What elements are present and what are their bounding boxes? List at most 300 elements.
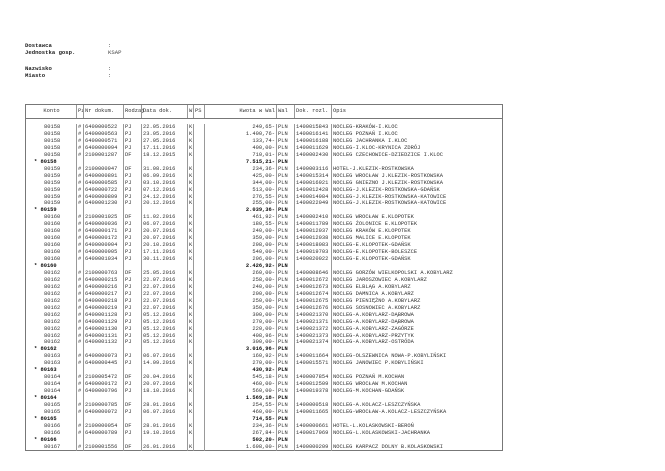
- cell-kwota: 1.569,18-: [204, 395, 276, 402]
- table-row: [26, 277, 504, 284]
- cell-kwota: 344,00-: [204, 180, 276, 187]
- cell-rozl: 1400016141: [294, 131, 331, 138]
- cell-nr: [83, 159, 123, 166]
- cell-data: 19.10.2016: [141, 430, 187, 437]
- cell-rozl: 1400011789: [294, 221, 331, 228]
- cell-wal: PLN: [276, 437, 294, 444]
- column-header-ps: PS: [193, 105, 204, 118]
- cell-pz: #: [78, 283, 82, 290]
- cell-rozl: 1400008646: [294, 270, 331, 277]
- cell-wal: PLN: [276, 207, 294, 214]
- cell-konto: 80160: [44, 228, 61, 235]
- cell-w: K: [189, 311, 193, 318]
- cell-opis: HOTEL-J.KLEZIK-ROSTKOWSKA: [331, 166, 502, 173]
- cell-konto: 80160: [44, 235, 61, 242]
- cell-ps: [193, 367, 204, 374]
- cell-konto: 80162: [44, 276, 61, 283]
- cell-rodzaj: PJ: [123, 235, 141, 242]
- cell-kwota: 460,00-: [204, 381, 276, 388]
- cell-w: K: [189, 408, 193, 415]
- cell-data: 24.12.2016: [141, 194, 187, 201]
- cell-konto: 80158: [44, 137, 61, 144]
- cell-rozl: 1400012673: [294, 284, 331, 291]
- cell-w: K: [189, 402, 193, 408]
- column-header-wal: Wal: [276, 105, 294, 118]
- cell-rodzaj: PJ: [123, 388, 141, 395]
- cell-rozl: 1400012509: [294, 381, 331, 388]
- cell-konto: 80158: [44, 151, 61, 158]
- cell-rodzaj: PJ: [123, 256, 141, 263]
- cell-pz: #: [78, 242, 82, 249]
- cell-kwota: 7.515,21-: [204, 159, 276, 166]
- cell-w: K: [189, 276, 193, 283]
- cell-kwota: 270,00-: [204, 319, 276, 326]
- cell-rozl: 1400002430: [294, 152, 331, 159]
- cell-opis: [331, 416, 502, 423]
- cell-ps: [193, 228, 204, 235]
- subtotal-row: [26, 367, 504, 374]
- cell-nr: 2100001025: [83, 214, 123, 221]
- cell-pz: #: [78, 214, 82, 221]
- cell-wal: PLN: [276, 221, 294, 228]
- cell-w: K: [189, 137, 193, 144]
- table-row: [26, 312, 504, 319]
- cell-w: K: [189, 443, 193, 450]
- cell-rozl: [294, 159, 331, 166]
- table-row: [26, 200, 504, 207]
- cell-wal: PLN: [276, 409, 294, 416]
- table-row: [26, 305, 504, 312]
- cell-ps: [193, 145, 204, 152]
- cell-rodzaj: PJ: [123, 173, 141, 180]
- cell-nr: 6400001131: [83, 333, 123, 340]
- column-header-data: Data dok.: [141, 105, 187, 118]
- table-row: [26, 145, 504, 152]
- cell-opis: NOCLEG JANOWIEC P.KOBYLIŃSKI: [331, 360, 502, 367]
- table-row: [26, 180, 504, 187]
- cell-ps: [193, 333, 204, 340]
- cell-wal: PLN: [276, 360, 294, 367]
- cell-nr: 6400000994: [83, 145, 123, 152]
- cell-rozl: [294, 395, 331, 402]
- cell-nr: 6400000219: [83, 305, 123, 312]
- cell-kwota: 206,00-: [204, 256, 276, 263]
- cell-pz: #: [78, 311, 82, 318]
- cell-pz: [76, 346, 83, 353]
- cell-rozl: 1400016921: [294, 180, 331, 187]
- cell-rodzaj: PJ: [123, 200, 141, 207]
- subtotal-row: [26, 263, 504, 270]
- cell-rodzaj: PJ: [123, 291, 141, 298]
- cell-kwota: 270,00-: [204, 360, 276, 367]
- cell-ps: [193, 346, 204, 353]
- cell-ps: [193, 305, 204, 312]
- column-header-rodzaj: Rodzaj: [123, 105, 141, 118]
- cell-kwota: 408,96-: [204, 333, 276, 340]
- cell-rozl: 1400015843: [294, 124, 331, 131]
- cell-rozl: 1400018083: [294, 242, 331, 249]
- cell-nr: 6400001230: [83, 200, 123, 207]
- cell-wal: PLN: [276, 214, 294, 221]
- cell-data: 20.07.2016: [141, 228, 187, 235]
- cell-nr: 6400001034: [83, 256, 123, 263]
- header-field-label: Nazwisko: [25, 65, 52, 72]
- cell-data: 06.07.2016: [141, 221, 187, 228]
- cell-rozl: 1400002410: [294, 214, 331, 221]
- cell-data: 20.04.2016: [141, 374, 187, 381]
- cell-rodzaj: DF: [123, 166, 141, 173]
- cell-opis: NOCLEG SOSNOWIEC A.KOBYLARZ: [331, 305, 502, 312]
- cell-opis: NOCLEG-E.KLOPOTEK-BOLESZCE: [331, 249, 502, 256]
- cell-konto: 80164: [44, 374, 61, 381]
- cell-kwota: 2.039,36-: [204, 207, 276, 214]
- cell-w: K: [189, 388, 193, 395]
- table-row: [26, 360, 504, 367]
- cell-kwota: 260,00-: [204, 270, 276, 277]
- cell-wal: PLN: [276, 277, 294, 284]
- cell-konto: * 80158: [34, 158, 57, 165]
- cell-w: K: [189, 422, 193, 429]
- cell-nr: 6400000218: [83, 298, 123, 305]
- table-header-row: [26, 105, 502, 119]
- subtotal-row: [26, 395, 504, 402]
- cell-rozl: 1400021374: [294, 339, 331, 346]
- cell-opis: NOCLEG ELBLĄG A.KOBYLARZ: [331, 284, 502, 291]
- header-field-separator: :: [108, 72, 112, 79]
- cell-konto: 80166: [44, 422, 61, 429]
- cell-rodzaj: PJ: [123, 242, 141, 249]
- cell-data: 05.12.2016: [141, 312, 187, 319]
- cell-data: 22.07.2016: [141, 305, 187, 312]
- cell-opis: [331, 437, 502, 444]
- cell-kwota: 461,92-: [204, 214, 276, 221]
- cell-konto: * 80160: [34, 263, 57, 269]
- cell-ps: [193, 221, 204, 228]
- cell-w: K: [189, 339, 193, 346]
- cell-rozl: 1400007854: [294, 374, 331, 381]
- cell-data: 17.11.2016: [141, 145, 187, 152]
- cell-kwota: 430,92-: [204, 367, 276, 374]
- cell-rodzaj: PJ: [123, 312, 141, 319]
- cell-wal: PLN: [276, 333, 294, 340]
- cell-w: K: [189, 221, 193, 228]
- cell-w: K: [189, 353, 193, 360]
- cell-rodzaj: DF: [123, 444, 141, 451]
- cell-pz: #: [78, 186, 82, 193]
- cell-ps: [193, 374, 204, 381]
- cell-ps: [193, 166, 204, 173]
- cell-kwota: 460,00-: [204, 409, 276, 416]
- cell-nr: 6400000722: [83, 187, 123, 194]
- cell-wal: PLN: [276, 256, 294, 263]
- cell-data: [141, 159, 187, 166]
- cell-ps: [193, 284, 204, 291]
- cell-w: K: [189, 172, 193, 179]
- cell-data: 18.10.2016: [141, 388, 187, 395]
- cell-ps: [193, 395, 204, 402]
- cell-data: 18.12.2015: [141, 152, 187, 159]
- cell-rodzaj: PJ: [123, 221, 141, 228]
- cell-opis: NOCLEG-J.KLEZIK-ROSTKOWSKA-GDAŃSK: [331, 187, 502, 194]
- cell-kwota: 220,00-: [204, 326, 276, 333]
- cell-wal: PLN: [276, 395, 294, 402]
- cell-opis: NOCLEG POZNAŃ M.KOCHAN: [331, 374, 502, 381]
- cell-pz: #: [78, 130, 82, 137]
- cell-data: 05.12.2016: [141, 326, 187, 333]
- cell-ps: [193, 402, 204, 409]
- cell-rozl: 1400021371: [294, 319, 331, 326]
- cell-rodzaj: PJ: [123, 228, 141, 235]
- table-row: [26, 221, 504, 228]
- cell-data: 06.07.2016: [141, 353, 187, 360]
- cell-nr: 6400000171: [83, 228, 123, 235]
- cell-konto: 80163: [44, 353, 61, 360]
- cell-w: K: [189, 130, 193, 137]
- cell-data: 05.12.2016: [141, 339, 187, 346]
- cell-rozl: 1400021372: [294, 326, 331, 333]
- cell-rodzaj: PJ: [123, 319, 141, 326]
- cell-rozl: 1400011664: [294, 353, 331, 360]
- cell-konto: 80162: [44, 311, 61, 318]
- cell-ps: [193, 131, 204, 138]
- cell-pz: #: [78, 381, 82, 388]
- cell-ps: [193, 235, 204, 242]
- table-row: [26, 291, 504, 298]
- cell-rodzaj: [123, 207, 141, 214]
- cell-opis: NOCLEG-J.KLEZIK-ROSTKOWSKA-KATOWICE: [331, 200, 502, 207]
- cell-opis: NOCLEG GNIEZNO J.KLEZIK-ROSTKOWSKA: [331, 180, 502, 187]
- cell-rodzaj: PJ: [123, 430, 141, 437]
- cell-konto: 80162: [44, 332, 61, 339]
- cell-w: K: [189, 214, 193, 221]
- cell-rozl: 1400015314: [294, 173, 331, 180]
- cell-opis: NOCLEG DAMNICA A.KOBYLARZ: [331, 291, 502, 298]
- cell-nr: 6400000522: [83, 124, 123, 131]
- cell-kwota: 3.016,96-: [204, 346, 276, 353]
- cell-rodzaj: PJ: [123, 360, 141, 367]
- cell-kwota: 710,01-: [204, 152, 276, 159]
- cell-nr: 2100000785: [83, 402, 123, 409]
- cell-opis: NOCLEG JACHRANKA I.KLOC: [331, 138, 502, 145]
- cell-pz: [76, 207, 83, 214]
- cell-data: 11.02.2016: [141, 214, 187, 221]
- cell-opis: NOCLEG-L.KOLASKOWSKI-JACHRANKA: [331, 430, 502, 437]
- cell-opis: NOCLEG JAROSZOWIEC A.KOBYLARZ: [331, 277, 502, 284]
- table-row: [26, 353, 504, 360]
- cell-ps: [193, 207, 204, 214]
- cell-rodzaj: PJ: [123, 138, 141, 145]
- cell-pz: #: [78, 408, 82, 415]
- cell-rozl: 1400000661: [294, 423, 331, 430]
- cell-wal: PLN: [276, 353, 294, 360]
- cell-konto: 80159: [44, 193, 61, 200]
- cell-wal: PLN: [276, 228, 294, 235]
- cell-rodzaj: PJ: [123, 409, 141, 416]
- cell-opis: NOCLEG-E.KLOPOTEK-GDAŃSK: [331, 256, 502, 263]
- cell-nr: 6400000172: [83, 235, 123, 242]
- cell-kwota: 180,55-: [204, 221, 276, 228]
- table-row: [26, 138, 504, 145]
- cell-w: K: [189, 381, 193, 388]
- cell-wal: PLN: [276, 242, 294, 249]
- cell-wal: PLN: [276, 138, 294, 145]
- cell-rozl: 1400022049: [294, 200, 331, 207]
- cell-pz: [76, 159, 83, 166]
- cell-pz: #: [78, 318, 82, 325]
- cell-ps: [193, 187, 204, 194]
- header-field-value: KSAP: [108, 49, 122, 56]
- cell-nr: 6400000073: [83, 353, 123, 360]
- cell-ps: [193, 152, 204, 159]
- cell-wal: PLN: [276, 291, 294, 298]
- cell-ps: [193, 298, 204, 305]
- cell-ps: [193, 409, 204, 416]
- cell-pz: #: [78, 200, 82, 207]
- cell-wal: PLN: [276, 263, 294, 270]
- cell-data: 28.01.2016: [141, 423, 187, 430]
- cell-ps: [193, 249, 204, 256]
- cell-pz: #: [78, 339, 82, 346]
- cell-wal: PLN: [276, 305, 294, 312]
- cell-kwota: 502,20-: [204, 437, 276, 444]
- cell-konto: 80162: [44, 283, 61, 290]
- cell-pz: #: [78, 297, 82, 304]
- cell-kwota: 240,00-: [204, 284, 276, 291]
- cell-kwota: 200,00-: [204, 291, 276, 298]
- cell-pz: #: [78, 325, 82, 332]
- cell-rodzaj: DF: [123, 270, 141, 277]
- cell-pz: #: [78, 221, 82, 228]
- cell-nr: [83, 346, 123, 353]
- cell-wal: PLN: [276, 194, 294, 201]
- cell-ps: [193, 180, 204, 187]
- cell-data: 22.07.2016: [141, 298, 187, 305]
- cell-kwota: 540,00-: [204, 249, 276, 256]
- cell-kwota: 2.426,92-: [204, 263, 276, 270]
- cell-rozl: 1400019703: [294, 249, 331, 256]
- cell-rodzaj: DF: [123, 402, 141, 409]
- cell-nr: 6400001128: [83, 312, 123, 319]
- cell-rodzaj: [123, 346, 141, 353]
- cell-nr: 2100001287: [83, 152, 123, 159]
- cell-rodzaj: PJ: [123, 381, 141, 388]
- cell-kwota: 234,36-: [204, 166, 276, 173]
- cell-nr: 6400001130: [83, 326, 123, 333]
- cell-ps: [193, 430, 204, 437]
- cell-w: K: [189, 124, 193, 130]
- cell-opis: NOCLEG-A.KOBYLARZ-DĄBROWA: [331, 312, 502, 319]
- cell-ps: [193, 277, 204, 284]
- cell-wal: PLN: [276, 381, 294, 388]
- cell-ps: [193, 173, 204, 180]
- cell-rodzaj: PJ: [123, 180, 141, 187]
- cell-wal: PLN: [276, 374, 294, 381]
- cell-nr: 2100000054: [83, 423, 123, 430]
- cell-w: K: [189, 429, 193, 436]
- cell-ps: [193, 124, 204, 131]
- cell-pz: #: [78, 151, 82, 158]
- cell-rodzaj: [123, 437, 141, 444]
- cell-konto: * 80166: [34, 436, 57, 443]
- cell-kwota: 234,36-: [204, 423, 276, 430]
- cell-pz: #: [78, 353, 82, 360]
- cell-data: 26.01.2016: [141, 444, 187, 451]
- cell-w: K: [189, 269, 193, 276]
- cell-rodzaj: [123, 263, 141, 270]
- cell-konto: 80167: [44, 443, 61, 450]
- cell-opis: [331, 159, 502, 166]
- cell-rodzaj: DF: [123, 152, 141, 159]
- cell-pz: #: [78, 144, 82, 151]
- cell-data: 20.10.2016: [141, 242, 187, 249]
- cell-rodzaj: PJ: [123, 131, 141, 138]
- table-row: [26, 374, 504, 381]
- cell-wal: PLN: [276, 339, 294, 346]
- cell-kwota: 298,00-: [204, 242, 276, 249]
- cell-pz: #: [78, 360, 82, 367]
- cell-ps: [193, 263, 204, 270]
- cell-rozl: 1400015571: [294, 360, 331, 367]
- cell-pz: #: [78, 422, 82, 429]
- cell-opis: NOCLEG-OLSZEWNICA NOWA-P.KOBYLIŃSKI: [331, 353, 502, 360]
- cell-rozl: 1400000518: [294, 402, 331, 409]
- cell-ps: [193, 159, 204, 166]
- table-row: [26, 235, 504, 242]
- cell-opis: NOCLEG ŻOLONICE E.KLOPOTEK: [331, 221, 502, 228]
- cell-wal: PLN: [276, 235, 294, 242]
- cell-pz: #: [78, 304, 82, 311]
- cell-rozl: 1400000209: [294, 444, 331, 451]
- table-row: [26, 242, 504, 249]
- cell-konto: * 80162: [34, 346, 57, 353]
- cell-ps: [193, 200, 204, 207]
- cell-rodzaj: PJ: [123, 353, 141, 360]
- cell-opis: NOCLEG KARPACZ DOLNY B.KOLASKOWSKI: [331, 444, 502, 451]
- cell-opis: NOCLEG WROCŁAW M.KOCHAN: [331, 381, 502, 388]
- cell-opis: NOCLEG-M.KOCHAN-GDAŃSK: [331, 388, 502, 395]
- cell-w: K: [189, 242, 193, 249]
- cell-w: K: [189, 360, 193, 367]
- cell-konto: 80162: [44, 297, 61, 304]
- cell-ps: [193, 339, 204, 346]
- cell-rozl: 1400003116: [294, 166, 331, 173]
- cell-konto: 80162: [44, 269, 61, 276]
- cell-opis: NOCLEG WROCŁAW J.KLEZIK-ROSTKOWSKA: [331, 173, 502, 180]
- cell-nr: 2100005472: [83, 374, 123, 381]
- cell-rozl: [294, 416, 331, 423]
- cell-nr: 6400000036: [83, 221, 123, 228]
- cell-konto: 80160: [44, 214, 61, 221]
- cell-data: 06.07.2016: [141, 409, 187, 416]
- cell-opis: NOCLEG-J.KLEZIK-ROSTKOWSKA-KATOWICE: [331, 194, 502, 201]
- cell-data: 20.07.2016: [141, 235, 187, 242]
- cell-opis: NOCLEG-A.KOBYLARZ-DĄBROWA: [331, 319, 502, 326]
- cell-opis: NOCLEG MALICE E.KLOPOTEK: [331, 235, 502, 242]
- cell-rodzaj: DF: [123, 214, 141, 221]
- cell-konto: 80159: [44, 172, 61, 179]
- cell-pz: #: [78, 172, 82, 179]
- cell-nr: [83, 437, 123, 444]
- cell-pz: #: [78, 443, 82, 450]
- cell-pz: #: [78, 269, 82, 276]
- cell-data: 23.05.2016: [141, 131, 187, 138]
- cell-nr: 6400001132: [83, 339, 123, 346]
- cell-ps: [193, 138, 204, 145]
- table-row: [26, 388, 504, 395]
- cell-kwota: 255,00-: [204, 200, 276, 207]
- cell-wal: PLN: [276, 319, 294, 326]
- cell-konto: 80159: [44, 165, 61, 172]
